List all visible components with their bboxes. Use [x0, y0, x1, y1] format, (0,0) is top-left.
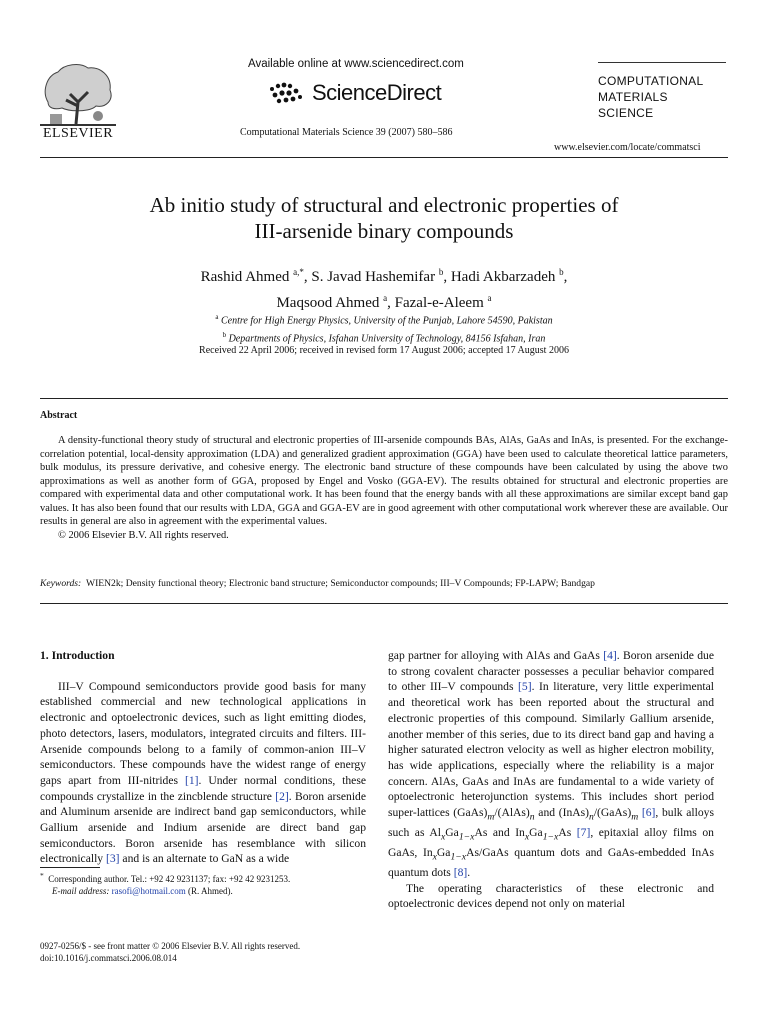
body-text: Ga [445, 826, 459, 840]
journal-name-line: SCIENCE [598, 106, 654, 120]
subscript: n [589, 811, 594, 823]
issn-doi-block [40, 940, 380, 964]
abstract-bottom-divider [40, 603, 728, 604]
body-text: III–V Compound semiconductors provide good basis for many established commercial and new technological applications in electronic and optoelectronic devices, such as light emitting diodes, photo detectors, lasers, modulators, integrated circuits and filters. III-Arsenide compounds belong to a family of common-anion III–V semiconductors. These compounds have the widest range of energy gaps apart from III-nitrides [40, 679, 366, 787]
citation-link[interactable]: [2] [275, 789, 289, 803]
sciencedirect-logo[interactable] [268, 80, 441, 106]
citation-link[interactable]: [4] [603, 649, 617, 662]
subscript: 1−x [458, 831, 475, 843]
body-text: . In literature, very little experimental and theoretical work has been reported about the structural and electronic properties of this compound. Similarly Gallium arsenide, another member of this series, due to its direct band gap and having a higher saturated electron velocity as well as higher electron mobility, has wide applications, especially where the reliability is a major concern. AlAs, GaAs and InAs are fundamental to a wide variety of optoelectronic heterojunction systems. This includes short period super-lattices (GaAs) [388, 680, 714, 820]
intro-paragraph [40, 679, 366, 867]
body-text: , epitaxial alloy films on GaAs, In [388, 826, 714, 860]
section-heading: 1. Introduction [40, 649, 115, 662]
author-separator: , [303, 269, 312, 285]
body-text: Ga [529, 826, 543, 840]
journal-name-rule [598, 62, 726, 63]
author-line-1 [40, 262, 728, 288]
subscript: 1−x [450, 851, 467, 863]
subscript: n [529, 811, 535, 823]
citation-link[interactable]: [8] [453, 866, 468, 880]
abstract-top-divider [40, 398, 728, 399]
journal-citation: Computational Materials Science 39 (2007) 580–586 [240, 127, 453, 138]
subscript: 1−x [542, 831, 559, 843]
body-text: Ga [436, 846, 451, 860]
body-text: . Boron arsenide and Aluminum arsenide are indirect band gap semiconductors, while Gallium arsenide and Indium arsenide are direct band gap semiconductors. Boron arsenide has resemblance with silicon electronically [40, 789, 366, 866]
affiliation-text: Departments of Physics, Isfahan University of Technology, 84156 Isfahan, Iran [228, 333, 546, 345]
email-line [40, 885, 370, 897]
body-text: , bulk alloys such as Al [388, 806, 714, 840]
body-text: . Boron arsenide due to strong covalent character possesses a peculiar behavior compared to other III–V compounds [388, 649, 714, 694]
footnote-mark: * [40, 871, 44, 880]
affiliation-b [40, 328, 728, 346]
journal-name-block [598, 62, 726, 121]
body-text: /(AlAs) [494, 806, 530, 820]
received-dates: Received 22 April 2006; received in revised form 17 August 2006; accepted 17 August 2006 [199, 345, 569, 356]
citation-link[interactable]: [3] [106, 852, 120, 866]
keywords-label: Keywords: [40, 578, 82, 589]
body-text: As and In [474, 826, 525, 840]
author-name: Maqsood Ahmed [276, 295, 380, 311]
author-separator: , [387, 295, 395, 311]
intro-paragraph-continued [388, 648, 714, 881]
paper-title [40, 192, 728, 244]
author-name: Fazal-e-Aleem [394, 295, 484, 311]
abstract-heading: Abstract [40, 410, 78, 421]
author-separator: , [563, 269, 568, 285]
elsevier-tree-logo [40, 62, 116, 128]
right-column [388, 648, 714, 912]
issn-line: 0927-0256/$ - see front matter © 2006 Elsevier B.V. All rights reserved. [40, 941, 301, 951]
footnote-divider [40, 867, 100, 868]
email-label: E-mail address: [52, 886, 110, 896]
body-text: and (InAs) [534, 806, 589, 820]
title-line: Ab initio study of structural and electronic properties of [149, 193, 619, 217]
doi-link[interactable]: doi:10.1016/j.commatsci.2006.08.014 [40, 953, 177, 963]
journal-name-line: COMPUTATIONAL [598, 74, 704, 88]
corresponding-author-note [40, 870, 370, 885]
affiliation-mark: a [215, 313, 219, 321]
author-name: Rashid Ahmed [200, 269, 290, 285]
subscript: x [524, 831, 530, 843]
abstract-text: A density-functional theory study of structural and electronic properties of III-arsenide compounds BAs, AlAs, GaAs and InAs, is presented. For the exchange-correlation potential, local-density approximation (LDA) and generalized gradient approximation (GGA) have been used to calculate theoretical lattice parameters, bulk modulus, its pressure derivative, and cohesive energy. The electronic band structure of these compounds have been calculated by using the above two approximations as well as another form of GGA, proposed by Engel and Vosko (GGA-EV). The results obtained for structural and electronic properties are compared with experimental data and other computational work. It has been found that the energy bands with all these approximations are similar except band gap values. It has also been found that our results with LDA, GGA and GGA-EV are in good agreement with other computational work wherever these are available. Our results in general are also in agreement with the experimental values. [40, 435, 728, 527]
author-affil-mark: a [487, 293, 492, 303]
body-text: gap partner for alloying with AlAs and GaAs [388, 649, 604, 662]
body-text: As/GaAs quantum dots and GaAs-embedded InAs quantum dots [388, 846, 714, 880]
abstract-copyright: © 2006 Elsevier B.V. All rights reserved. [58, 529, 229, 541]
citation-link[interactable]: [5] [518, 680, 532, 694]
author-affil-mark: a,* [293, 267, 304, 277]
subscript: x [440, 831, 446, 843]
affiliation-a [40, 310, 728, 328]
body-text: . [467, 866, 471, 880]
body-text: and is an alternate to GaN as a wide [119, 852, 290, 866]
header-divider [40, 157, 728, 158]
keywords-text: WIEN2k; Density functional theory; Electronic band structure; Semiconductor compounds; III–V Compounds; FP-LAPW; Bandgap [86, 578, 595, 589]
title-line: III-arsenide binary compounds [254, 219, 514, 243]
author-affil-mark: b [559, 267, 564, 277]
email-suffix: (R. Ahmed). [187, 886, 233, 896]
citation-link[interactable]: [6] [641, 806, 656, 820]
body-text: /(GaAs) [593, 806, 632, 820]
keywords [40, 578, 728, 589]
footnote [40, 870, 370, 897]
body-text: As [558, 826, 577, 840]
author-list [40, 262, 728, 314]
sciencedirect-dots-icon [268, 81, 308, 105]
author-affil-mark: a [383, 293, 388, 303]
citation-link[interactable]: [7] [576, 826, 591, 840]
intro-paragraph: The operating characteristics of these electronic and optoelectronic devices depend not only on material [388, 881, 714, 911]
subscript: m [487, 811, 495, 823]
abstract-body [40, 434, 728, 542]
author-affil-mark: b [438, 267, 444, 277]
subscript: x [432, 851, 437, 863]
subscript: m [631, 811, 639, 823]
email-link[interactable]: rasofi@hotmail.com [111, 886, 186, 896]
left-column [40, 648, 366, 867]
available-online-text[interactable]: Available online at www.sciencedirect.com [248, 58, 464, 70]
author-separator: , [443, 269, 451, 285]
author-name: Hadi Akbarzadeh [450, 269, 556, 285]
author-name: S. Javad Hashemifar [311, 269, 436, 285]
footnote-text: Corresponding author. Tel.: +92 42 9231137; fax: +92 42 9231253. [48, 874, 291, 884]
publisher-name: ELSEVIER [42, 126, 114, 141]
citation-link[interactable]: [1] [184, 773, 199, 787]
affiliations [40, 310, 728, 347]
journal-name-line: MATERIALS [598, 90, 668, 104]
body-text: . Under normal conditions, these compounds crystallize in the zincblende structure [40, 773, 366, 803]
affiliation-text: Centre for High Energy Physics, University of the Punjab, Lahore 54590, Pakistan [220, 315, 553, 327]
sciencedirect-name: ScienceDirect [312, 80, 442, 105]
journal-url-link[interactable]: www.elsevier.com/locate/commatsci [554, 142, 701, 153]
affiliation-mark: b [222, 331, 227, 340]
